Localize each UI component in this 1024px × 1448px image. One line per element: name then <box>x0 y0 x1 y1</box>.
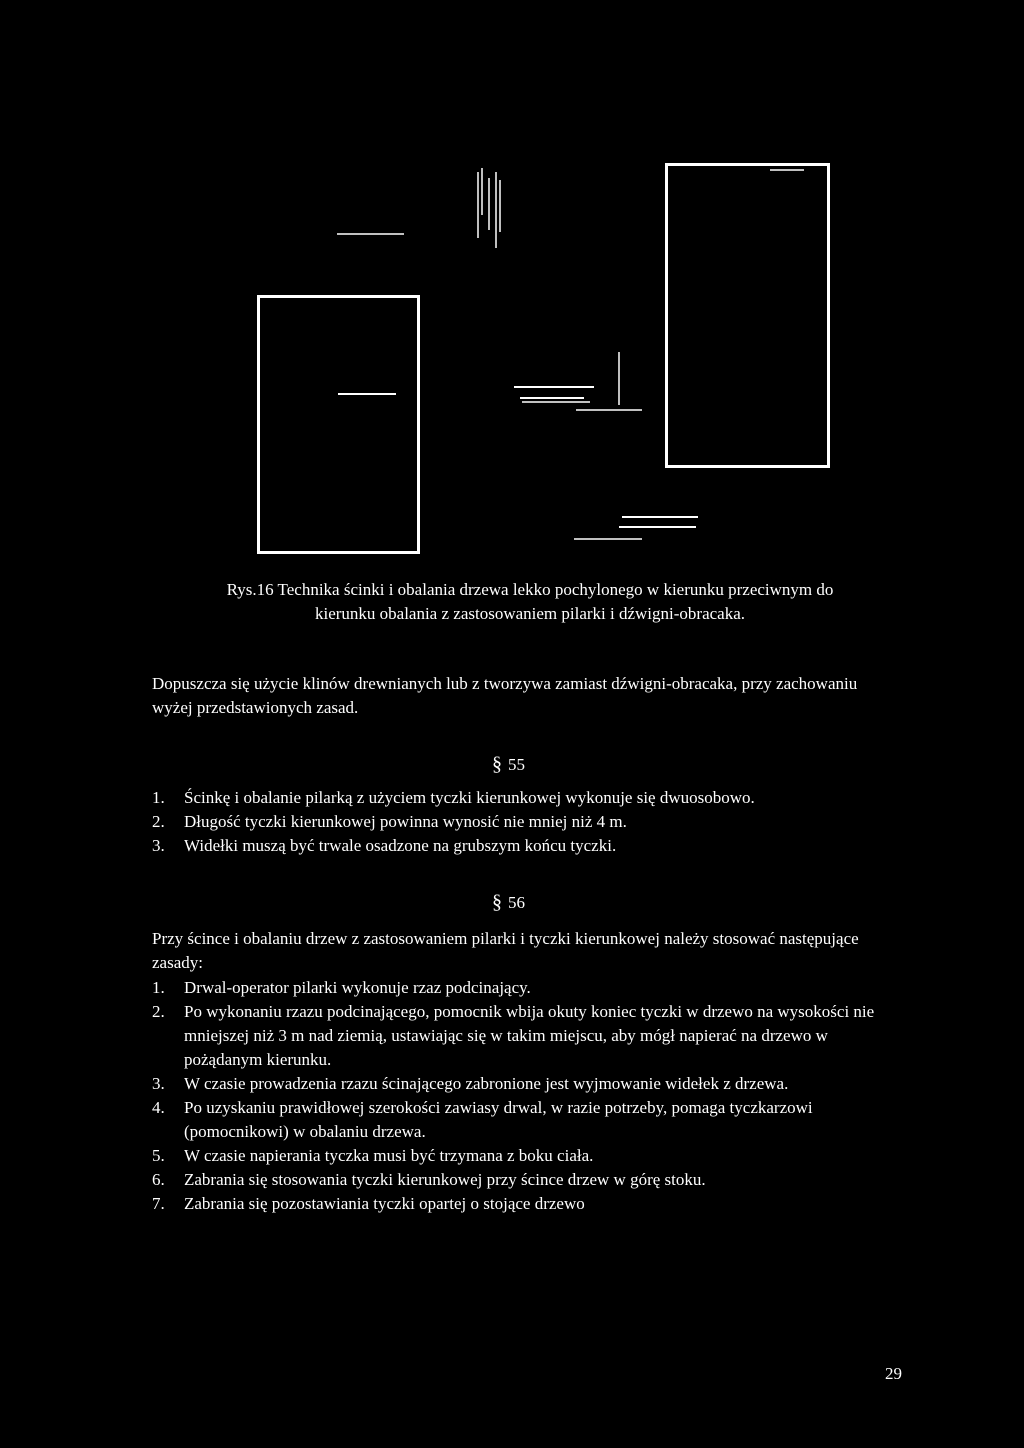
section-55-list <box>152 786 882 858</box>
list-item <box>152 1192 882 1216</box>
section-56-heading <box>492 890 525 915</box>
list-item-text: Zabrania się stosowania tyczki kierunkowej przy ścince drzew w górę stoku. <box>184 1170 706 1189</box>
list-item-text: W czasie napierania tyczka musi być trzymana z boku ciała. <box>184 1146 594 1165</box>
section-55-heading <box>492 752 525 777</box>
figure-left-panel <box>259 297 419 553</box>
figure-caption-line2: kierunku obalania z zastosowaniem pilarki i dźwigni-obracaka. <box>314 604 746 623</box>
section-symbol: § <box>492 753 502 775</box>
list-item-text: Zabrania się pozostawiania tyczki opartej o stojące drzewo <box>184 1194 585 1213</box>
list-item-number: 6. <box>152 1170 165 1189</box>
list-item <box>152 976 882 1000</box>
list-item <box>152 786 882 810</box>
figure-right-panel <box>667 165 829 467</box>
list-item-number: 1. <box>152 978 165 997</box>
list-item-number: 3. <box>152 1074 165 1093</box>
list-item <box>152 1000 882 1072</box>
page-number: 29 <box>885 1364 902 1383</box>
list-item-number: 2. <box>152 1002 165 1021</box>
list-item-number: 1. <box>152 788 165 807</box>
list-item-text: Ścinkę i obalanie pilarką z użyciem tyczki kierunkowej wykonuje się dwuosobowo. <box>184 788 755 807</box>
section-number: 56 <box>508 893 525 912</box>
section-number: 55 <box>508 755 525 774</box>
list-item <box>152 1072 882 1096</box>
list-item-text: Po wykonaniu rzazu podcinającego, pomocnik wbija okuty koniec tyczki w drzewo na wysokości nie mniejszej niż 3 m nad ziemią, ustawiając się w takim miejscu, aby mógł napierać na drzewo w pożądanym kierunku. <box>184 1002 875 1069</box>
list-item-number: 5. <box>152 1146 165 1165</box>
list-item-number: 2. <box>152 812 165 831</box>
list-item <box>152 1096 882 1144</box>
list-item-text: Długość tyczki kierunkowej powinna wynosić nie mniej niż 4 m. <box>184 812 627 831</box>
section-56-list <box>152 976 882 1216</box>
section-56-intro: Przy ścince i obalaniu drzew z zastosowaniem pilarki i tyczki kierunkowej należy stosować następujące zasady: <box>152 929 859 972</box>
intro-paragraph: Dopuszcza się użycie klinów drewnianych lub z tworzywa zamiast dźwigni-obracaka, przy zachowaniu wyżej przedstawionych zasad. <box>152 674 858 717</box>
list-item-number: 3. <box>152 836 165 855</box>
list-item <box>152 834 882 858</box>
list-item-number: 7. <box>152 1194 165 1213</box>
figure-caption-line1: Rys.16 Technika ścinki i obalania drzewa lekko pochylonego w kierunku przeciwnym do <box>226 580 834 599</box>
list-item-text: Widełki muszą być trwale osadzone na grubszym końcu tyczki. <box>184 836 617 855</box>
list-item <box>152 1144 882 1168</box>
list-item-number: 4. <box>152 1098 165 1117</box>
list-item <box>152 1168 882 1192</box>
list-item-text: Po uzyskaniu prawidłowej szerokości zawiasy drwal, w razie potrzeby, pomaga tyczkarzowi (pomocnikowi) w obalaniu drzewa. <box>184 1098 813 1141</box>
list-item <box>152 810 882 834</box>
section-symbol: § <box>492 891 502 913</box>
figure-illustration <box>0 0 1024 560</box>
figure-caption <box>150 578 910 626</box>
list-item-text: W czasie prowadzenia rzazu ścinającego zabronione jest wyjmowanie widełek z drzewa. <box>184 1074 789 1093</box>
list-item-text: Drwal-operator pilarki wykonuje rzaz podcinający. <box>184 978 531 997</box>
